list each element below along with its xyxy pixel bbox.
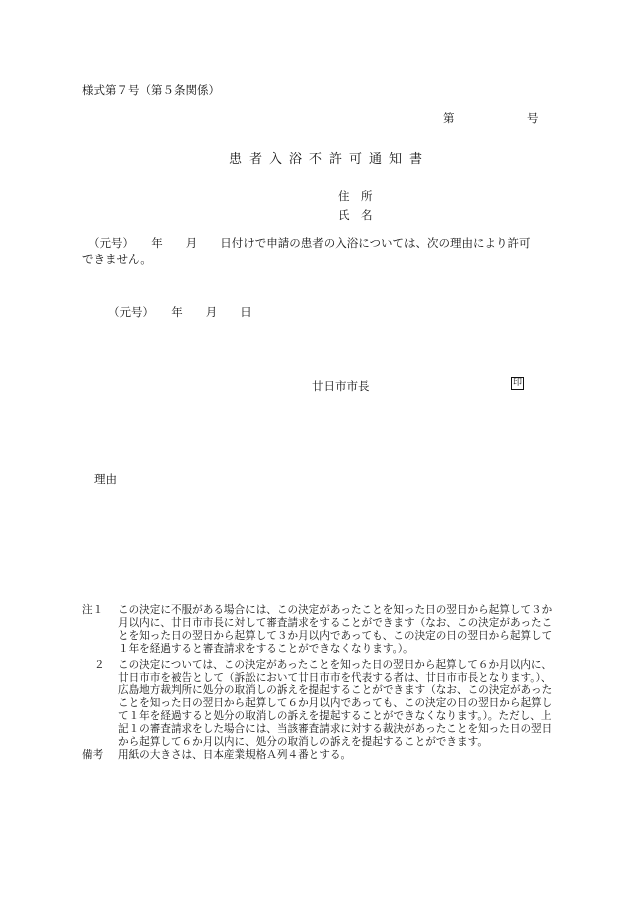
note-number: ２	[94, 658, 105, 671]
seal-mark: 印	[512, 378, 522, 388]
remarks-text: 用紙の大きさは、日本産業規格Ａ列４番とする。	[118, 748, 352, 761]
remarks-label: 備考	[82, 748, 104, 761]
page-title: 患者入浴不許可通知書	[229, 152, 430, 167]
note-number: 注１	[82, 604, 104, 616]
doc-number-suffix: 号	[527, 111, 539, 125]
notice-body	[82, 235, 552, 267]
note-item-2	[82, 659, 557, 749]
reason-label: 理由	[94, 472, 117, 486]
notice-body-line-2: できません。	[82, 252, 152, 266]
note-text: この決定に不服がある場合には、この決定があったことを知った日の翌日から起算して３か月以内に、廿日市市長に対して審査請求をすることができます（なお、この決定があったことを知った日の翌日から起算して３か月以内であっても、この決定の日の翌日から起算して１年を経過すると審査請求をすることができなくなります。）。	[118, 604, 553, 655]
form-number: 様式第７号（第５条関係）	[82, 83, 220, 97]
note-text: この決定については、この決定があったことを知った日の翌日から起算して６か月以内に、廿日市市を被告として（訴訟において廿日市市を代表する者は、廿日市市長となります。）、広島地方裁判所に処分の取消しの訴えを提起することができます（なお、この決定があったことを知った日の翌日から起算して６か月以内であっても、この決定の日の翌日から起算して１年を経過すると処分の取消しの訴えを提起することができなくなります。）。ただし、上記１の審査請求をした場合には、当該審査請求に対する裁決があったことを知った日の翌日から起算して６か月以内に、処分の取消しの訴えを提起することができます。	[118, 658, 553, 749]
name-label: 氏 名	[338, 208, 373, 222]
notes-section	[82, 604, 557, 762]
note-item-1	[82, 604, 557, 656]
remarks	[82, 749, 557, 762]
doc-number-prefix: 第	[443, 111, 455, 125]
issuer-title: 廿日市市長	[312, 379, 370, 393]
issue-date: （元号） 年 月 日	[108, 305, 252, 319]
address-label: 住 所	[338, 189, 373, 203]
notice-body-line-1: （元号） 年 月 日付けで申請の患者の入浴については、次の理由により許可	[88, 236, 531, 250]
